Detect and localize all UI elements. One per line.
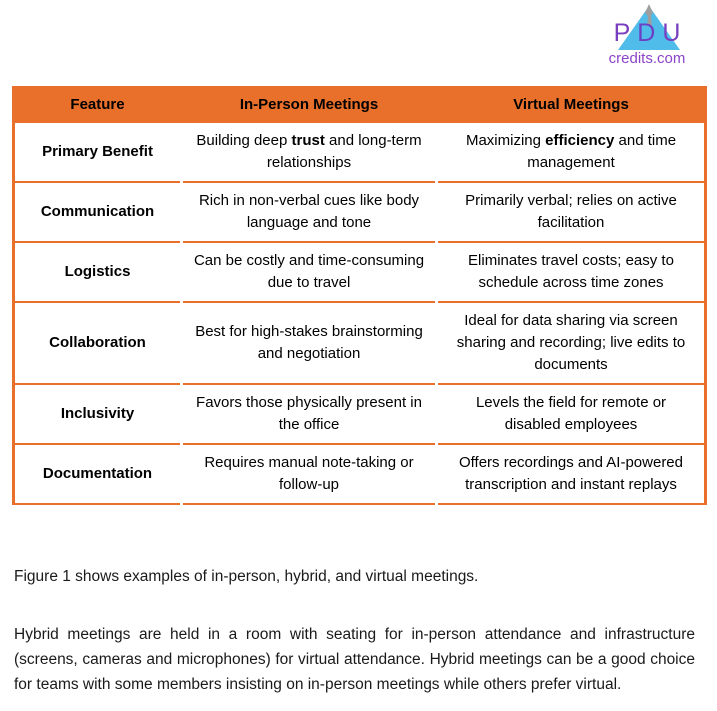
table-row <box>14 242 706 302</box>
cell-feature: Logistics <box>14 242 182 302</box>
figure-caption-paragraph: Figure 1 shows examples of in-person, hybrid, and virtual meetings. <box>14 567 479 585</box>
meeting-comparison-table <box>12 86 707 505</box>
cell-text-pre: Building deep <box>196 132 292 149</box>
column-header-in-person: In-Person Meetings <box>182 87 437 122</box>
table-row <box>14 302 706 384</box>
cell-text-emphasis: trust <box>291 132 325 149</box>
cell-feature: Inclusivity <box>14 384 182 444</box>
cell-in-person: Rich in non-verbal cues like body language and tone <box>182 182 437 242</box>
cell-feature: Documentation <box>14 444 182 504</box>
logo-mark <box>592 4 702 52</box>
hybrid-meetings-paragraph: Hybrid meetings are held in a room with seating for in-person attendance and infrastructure (screens, cameras and microphones) for virtual attendance. Hybrid meetings can be a good choice for teams with some members insisting on in-person meetings while others prefer virtual. <box>14 625 695 693</box>
cell-virtual: Ideal for data sharing via screen sharing and recording; live edits to documents <box>437 302 706 384</box>
cell-feature: Communication <box>14 182 182 242</box>
cell-in-person: Requires manual note-taking or follow-up <box>182 444 437 504</box>
logo-letter-p: P <box>613 19 638 47</box>
table-row <box>14 384 706 444</box>
cell-text-pre: Maximizing <box>465 132 546 149</box>
cell-in-person: Favors those physically present in the office <box>182 384 437 444</box>
cell-text-emphasis: efficiency <box>545 132 615 149</box>
table-header <box>14 87 706 122</box>
cell-virtual: Primarily verbal; relies on active facilitation <box>437 182 706 242</box>
cell-virtual: Eliminates travel costs; easy to schedule across time zones <box>437 242 706 302</box>
cell-in-person <box>182 122 437 182</box>
column-header-feature: Feature <box>14 87 182 122</box>
cell-in-person: Best for high-stakes brainstorming and negotiation <box>182 302 437 384</box>
logo-letters <box>592 20 702 46</box>
cell-virtual <box>437 122 706 182</box>
cell-virtual: Levels the field for remote or disabled employees <box>437 384 706 444</box>
logo-domain-text: credits.com <box>608 50 686 67</box>
cell-text-post: and time management <box>527 132 677 171</box>
cell-virtual: Offers recordings and AI-powered transcription and instant replays <box>437 444 706 504</box>
cell-feature: Primary Benefit <box>14 122 182 182</box>
table-header-row <box>14 87 706 122</box>
cell-feature: Collaboration <box>14 302 182 384</box>
column-header-virtual: Virtual Meetings <box>437 87 706 122</box>
table-row <box>14 444 706 504</box>
logo-letter-d: D <box>637 19 663 47</box>
table-body <box>14 122 706 504</box>
table-row <box>14 122 706 182</box>
cell-in-person: Can be costly and time-consuming due to travel <box>182 242 437 302</box>
logo-letter-u: U <box>662 19 688 47</box>
cell-text-post: and long-term relationships <box>266 132 422 171</box>
site-logo <box>592 4 702 74</box>
table-row <box>14 182 706 242</box>
